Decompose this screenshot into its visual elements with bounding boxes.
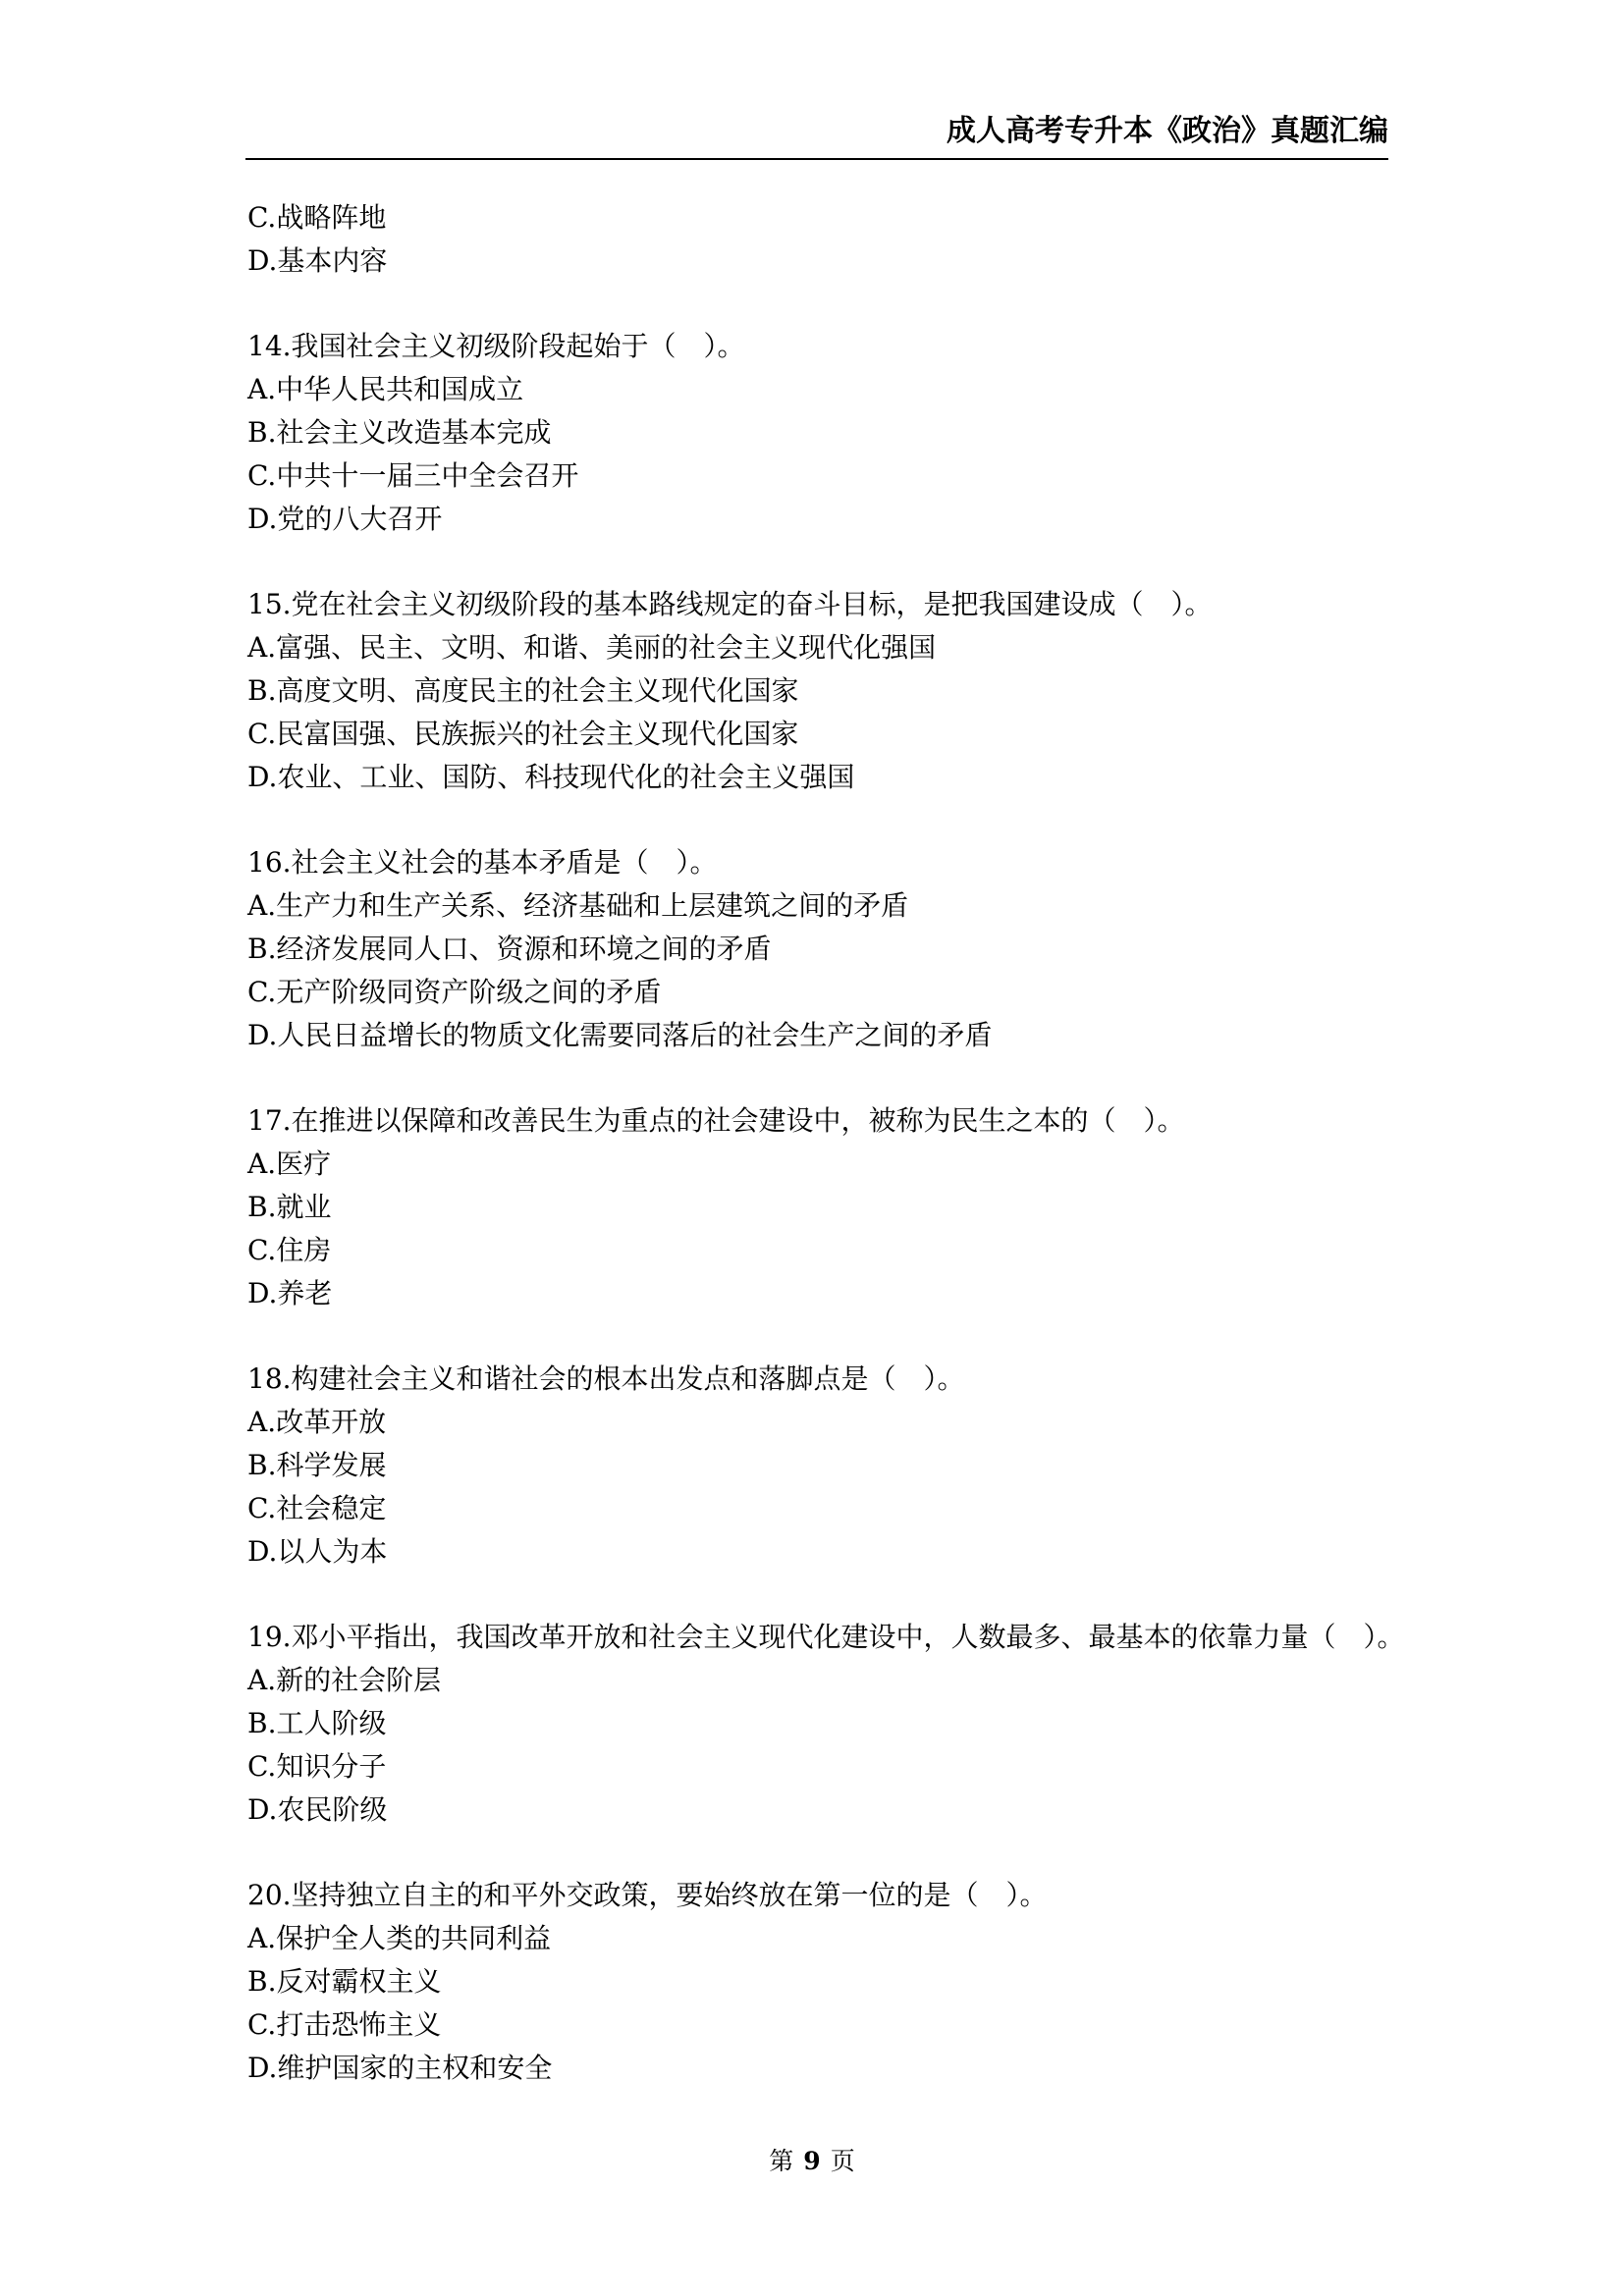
option-c: C.战略阵地 (247, 201, 387, 234)
option-c: C.无产阶级同资产阶级之间的矛盾 (247, 976, 662, 1008)
continued-options (247, 196, 1388, 283)
option-a: A.保护全人类的共同利益 (247, 1922, 552, 1954)
option-a: A.新的社会阶层 (247, 1664, 442, 1696)
question-stem: 19.邓小平指出，我国改革开放和社会主义现代化建设中，人数最多、最基本的依靠力量（ ）。 (247, 1621, 1405, 1653)
question-17 (247, 1099, 1388, 1315)
option-d: D.农民阶级 (247, 1793, 388, 1826)
option-c: C.中共十一届三中全会召开 (247, 459, 579, 492)
option-b: B.高度文明、高度民主的社会主义现代化国家 (247, 674, 799, 707)
option-b: B.经济发展同人口、资源和环境之间的矛盾 (247, 933, 772, 965)
option-a: A.中华人民共和国成立 (247, 373, 524, 405)
page-prefix: 第 (769, 2147, 794, 2175)
option-c: C.民富国强、民族振兴的社会主义现代化国家 (247, 718, 799, 750)
option-a: A.富强、民主、文明、和谐、美丽的社会主义现代化强国 (247, 631, 937, 664)
page-suffix: 页 (830, 2147, 855, 2175)
question-18 (247, 1358, 1388, 1574)
question-stem: 15.党在社会主义初级阶段的基本路线规定的奋斗目标，是把我国建设成（ ）。 (247, 588, 1213, 620)
header-divider (245, 158, 1388, 160)
question-15 (247, 583, 1388, 799)
option-c: C.社会稳定 (247, 1492, 387, 1524)
option-b: B.反对霸权主义 (247, 1965, 442, 1998)
option-a: A.医疗 (247, 1148, 332, 1180)
question-content (247, 196, 1405, 2132)
option-d: D.农业、工业、国防、科技现代化的社会主义强国 (247, 761, 855, 793)
page-number: 9 (803, 2147, 821, 2175)
document-header-title: 成人高考专升本《政治》真题汇编 (947, 114, 1388, 148)
option-d: D.维护国家的主权和安全 (247, 2052, 553, 2084)
option-a: A.生产力和生产关系、经济基础和上层建筑之间的矛盾 (247, 889, 909, 922)
option-c: C.住房 (247, 1234, 332, 1266)
question-stem: 14.我国社会主义初级阶段起始于（ ）。 (247, 330, 745, 362)
option-b: B.就业 (247, 1191, 332, 1223)
option-d: D.党的八大召开 (247, 503, 443, 535)
question-19 (247, 1616, 1405, 1832)
option-b: B.科学发展 (247, 1449, 387, 1481)
option-a: A.改革开放 (247, 1406, 387, 1438)
question-stem: 18.构建社会主义和谐社会的根本出发点和落脚点是（ ）。 (247, 1362, 965, 1395)
option-d: D.养老 (247, 1277, 333, 1309)
option-d: D.人民日益增长的物质文化需要同落后的社会生产之间的矛盾 (247, 1019, 993, 1051)
question-16 (247, 841, 1388, 1057)
question-20 (247, 1874, 1388, 2090)
question-stem: 16.社会主义社会的基本矛盾是（ ）。 (247, 846, 718, 879)
question-14 (247, 325, 1388, 541)
option-d: D.以人为本 (247, 1535, 388, 1568)
page-footer (0, 2146, 1624, 2177)
option-c: C.打击恐怖主义 (247, 2008, 442, 2041)
option-b: B.社会主义改造基本完成 (247, 416, 552, 449)
question-stem: 20.坚持独立自主的和平外交政策，要始终放在第一位的是（ ）。 (247, 1879, 1048, 1911)
question-stem: 17.在推进以保障和改善民生为重点的社会建设中，被称为民生之本的（ ）。 (247, 1104, 1185, 1137)
option-b: B.工人阶级 (247, 1707, 387, 1739)
option-d: D.基本内容 (247, 244, 388, 277)
option-c: C.知识分子 (247, 1750, 387, 1783)
